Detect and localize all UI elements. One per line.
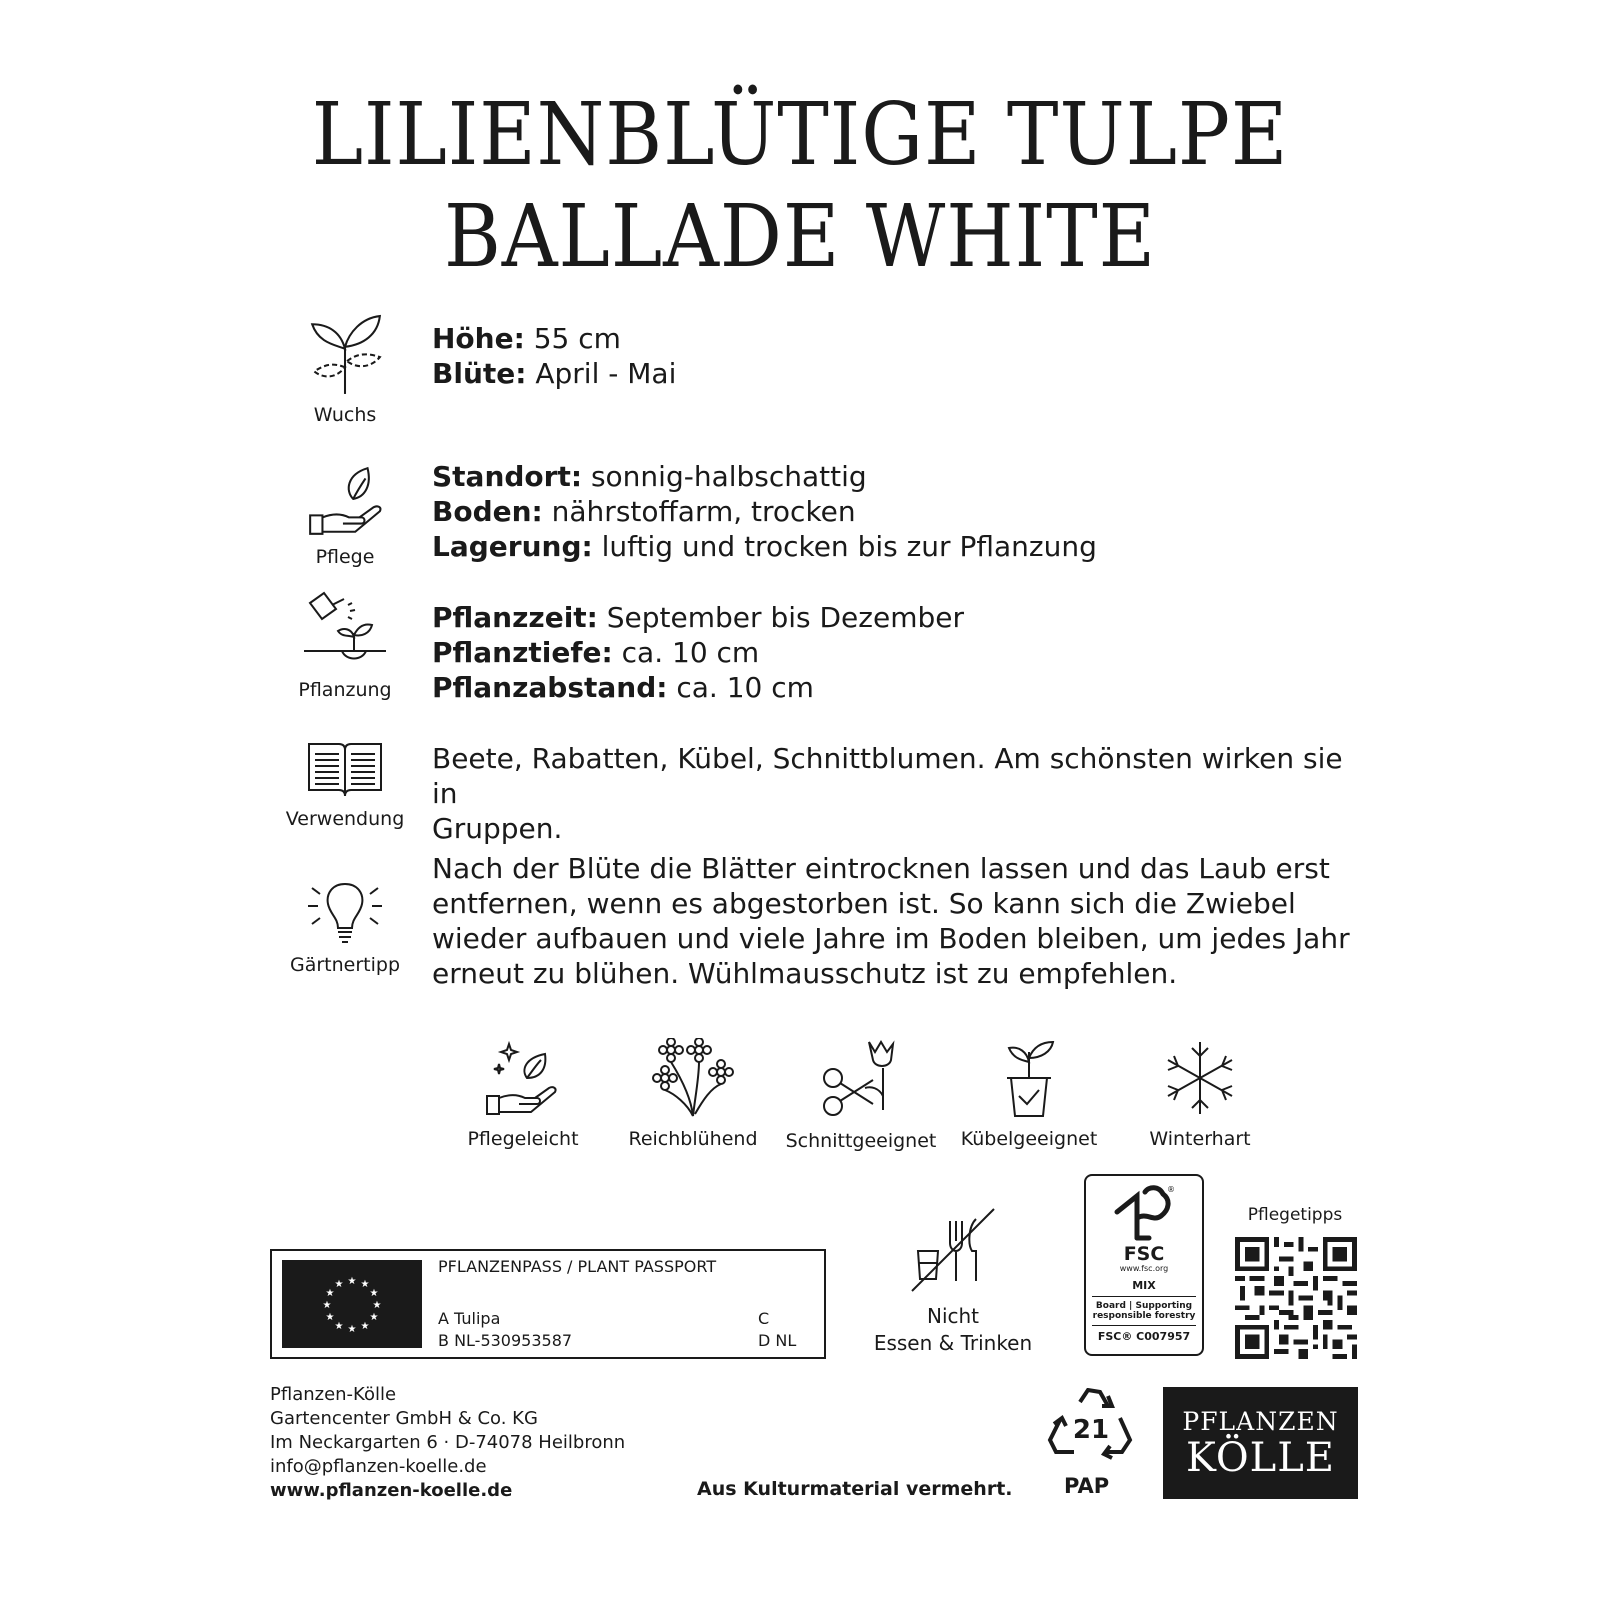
hand-leaf-icon — [304, 464, 386, 538]
tipp-section-icon — [280, 880, 410, 976]
svg-text:★: ★ — [347, 1324, 357, 1335]
passport-d: D NL — [758, 1331, 797, 1350]
verwendung-label: Verwendung — [285, 808, 405, 830]
pflanztiefe-value: ca. 10 cm — [612, 636, 760, 669]
page-title-line1: LILIENBLÜTIGE TULPE — [311, 85, 1289, 185]
culture-note: Aus Kulturmaterial vermehrt. — [697, 1478, 1013, 1500]
company-address — [270, 1383, 625, 1503]
wuchs-section-icon — [280, 314, 410, 426]
fsc-mix: MIX — [1132, 1279, 1156, 1292]
feature-reichbluehend — [603, 1038, 783, 1150]
tipp-text-4: erneut zu blühen. Wühlmausschutz ist zu empfehlen. — [432, 957, 1178, 990]
fsc-site: www.fsc.org — [1119, 1264, 1169, 1273]
hoehe-value: 55 cm — [524, 322, 621, 355]
no-eating-line1: Nicht — [926, 1304, 980, 1328]
pflege-info — [432, 459, 1352, 564]
no-eating-icon — [910, 1205, 1000, 1295]
svg-text:★: ★ — [369, 1288, 379, 1299]
boden-value: nährstoffarm, trocken — [542, 495, 856, 528]
feature-schnittgeeignet — [771, 1038, 951, 1152]
feature-label: Pflegeleicht — [467, 1128, 579, 1150]
company-street: Im Neckargarten 6 · D-74078 Heilbronn — [270, 1432, 626, 1453]
standort-value: sonnig-halbschattig — [582, 460, 867, 493]
company-name: Pflanzen-Kölle — [270, 1384, 397, 1405]
wuchs-info — [432, 321, 1352, 391]
svg-text:★: ★ — [360, 1279, 370, 1290]
lagerung-value: luftig und trocken bis zur Pflanzung — [592, 530, 1097, 563]
pot-plant-icon — [999, 1038, 1059, 1118]
standort-key: Standort: — [432, 460, 583, 493]
verwendung-text-2: Gruppen. — [432, 812, 563, 845]
qr-code-icon[interactable] — [1235, 1237, 1357, 1359]
verwendung-text-1: Beete, Rabatten, Kübel, Schnittblumen. Am schönsten wirken sie in — [432, 742, 1343, 810]
pflanzabstand-value: ca. 10 cm — [667, 671, 814, 704]
plant-icon — [304, 314, 386, 396]
feature-label: Schnittgeeignet — [785, 1130, 937, 1152]
feature-pflegeleicht — [433, 1038, 613, 1150]
no-eating-text — [868, 1303, 1038, 1357]
lagerung-key: Lagerung: — [432, 530, 593, 563]
fsc-badge — [1084, 1174, 1204, 1356]
boden-key: Boden: — [432, 495, 543, 528]
tipp-info — [432, 851, 1352, 991]
svg-text:★: ★ — [369, 1312, 379, 1323]
pflanzzeit-key: Pflanzzeit: — [432, 601, 598, 634]
svg-text:★: ★ — [325, 1288, 335, 1299]
hoehe-key: Höhe: — [432, 322, 525, 355]
book-icon — [307, 740, 383, 800]
passport-a: A Tulipa — [438, 1309, 501, 1328]
pflege-section-icon — [280, 464, 410, 568]
passport-c: C — [758, 1309, 770, 1328]
pflanzzeit-value: September bis Dezember — [597, 601, 964, 634]
pflanzung-section-icon — [280, 591, 410, 701]
pflanztiefe-key: Pflanztiefe: — [432, 636, 613, 669]
recycling-symbol-icon — [1046, 1388, 1136, 1470]
fsc-board1: Board | Supporting — [1095, 1301, 1193, 1311]
scissors-tulip-icon — [819, 1038, 903, 1120]
tipp-label: Gärtnertipp — [289, 954, 401, 976]
company-email[interactable]: info@pflanzen-koelle.de — [270, 1456, 487, 1477]
feature-kuebelgeeignet — [939, 1038, 1119, 1150]
passport-heading: PFLANZENPASS / PLANT PASSPORT — [438, 1257, 717, 1276]
feature-label: Winterhart — [1149, 1128, 1251, 1150]
flowers-icon — [651, 1038, 735, 1118]
no-eating-line2: Essen & Trinken — [873, 1331, 1033, 1355]
feature-label: Kübelgeeignet — [960, 1128, 1098, 1150]
svg-text:★: ★ — [334, 1279, 344, 1290]
qr-label: Pflegetipps — [1247, 1205, 1343, 1225]
bluete-key: Blüte: — [432, 357, 527, 390]
svg-text:★: ★ — [322, 1300, 332, 1311]
svg-text:★: ★ — [325, 1312, 335, 1323]
pflege-label: Pflege — [315, 546, 375, 568]
plant-passport — [270, 1249, 826, 1359]
pflanzung-info — [432, 600, 1352, 705]
hand-sparkle-icon — [483, 1038, 563, 1118]
svg-text:®: ® — [1167, 1185, 1175, 1194]
company-website[interactable]: www.pflanzen-koelle.de — [270, 1480, 513, 1501]
company-legal: Gartencenter GmbH & Co. KG — [270, 1408, 538, 1429]
svg-text:★: ★ — [360, 1321, 370, 1332]
fsc-board2: responsible forestry — [1092, 1311, 1196, 1321]
tipp-text-3: wieder aufbauen und viele Jahre im Boden bleiben, um jedes Jahr — [432, 922, 1350, 955]
recycling-number: 21 — [1072, 1415, 1110, 1445]
wuchs-label: Wuchs — [313, 404, 377, 426]
verwendung-info — [432, 741, 1352, 846]
eu-flag-icon — [282, 1260, 422, 1348]
lightbulb-icon — [302, 880, 388, 946]
feature-winterhart — [1110, 1038, 1290, 1150]
pflanzung-label: Pflanzung — [298, 679, 392, 701]
snowflake-icon — [1160, 1038, 1240, 1118]
passport-b: B NL-530953587 — [438, 1331, 573, 1350]
bluete-value: April - Mai — [526, 357, 677, 390]
svg-text:★: ★ — [372, 1300, 382, 1311]
pflanzabstand-key: Pflanzabstand: — [432, 671, 668, 704]
page-title-line2: BALLADE WHITE — [443, 187, 1157, 287]
svg-text:★: ★ — [334, 1321, 344, 1332]
recycling-material: PAP — [1064, 1474, 1110, 1498]
watering-can-icon — [302, 591, 388, 671]
fsc-tree-icon — [1109, 1182, 1179, 1244]
fsc-name: FSC — [1123, 1243, 1165, 1265]
brand-logo — [1163, 1387, 1358, 1499]
verwendung-section-icon — [280, 740, 410, 830]
brand-line1: PFLANZEN — [1182, 1407, 1339, 1436]
tipp-text-1: Nach der Blüte die Blätter eintrocknen lassen und das Laub erst — [432, 852, 1330, 885]
feature-label: Reichblühend — [628, 1128, 758, 1150]
tipp-text-2: entfernen, wenn es abgestorben ist. So kann sich die Zwiebel — [432, 887, 1296, 920]
svg-text:★: ★ — [347, 1276, 357, 1287]
brand-line2: KÖLLE — [1186, 1435, 1335, 1481]
fsc-code: FSC® C007957 — [1097, 1330, 1191, 1343]
